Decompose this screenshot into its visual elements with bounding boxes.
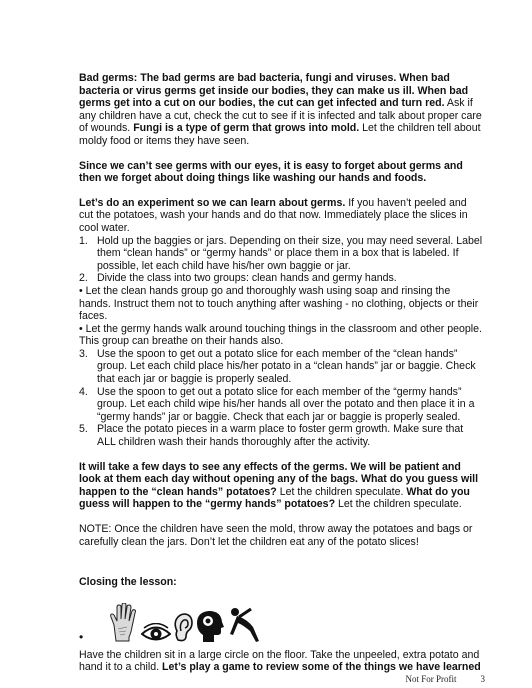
fungi-text: Let the children tell about moldy food or items they have seen. (79, 122, 481, 147)
experiment-intro-text: If you haven’t peeled and cut the potatoes, wash your hands and do that now. Immediately place the slices in cool water. (79, 196, 468, 234)
paragraph-patience (79, 461, 483, 511)
paragraph-bad-germs (79, 72, 483, 148)
page-number: 3 (480, 674, 485, 684)
step-number: 2. (79, 272, 88, 285)
closing-text: Have the children sit in a large circle on the floor. Take the unpeeled, extra potato and hand it to a child. (79, 648, 480, 674)
step-number: 4. (79, 385, 88, 398)
step-number: 5. (79, 423, 88, 436)
step-text: Use the spoon to get out a potato slice for each member of the “clean hands” group. Let each child place his/her potato in a “clean hands” jar or baggie. Check that each jar or baggie is properly sealed. (97, 347, 476, 386)
icon-bullet: • (79, 629, 84, 644)
footer-label: Not For Profit (405, 674, 457, 684)
senses-icon-row (79, 599, 483, 643)
ear-icon (173, 613, 193, 643)
step-number: 3. (79, 347, 88, 360)
closing-paragraph (79, 649, 483, 674)
patience-text: Let the children speculate. (276, 485, 407, 498)
step-text: Place the potato pieces in a warm place to foster germ growth. Make sure that ALL children wash their hands thoroughly after the activity. (97, 423, 464, 449)
paragraph-forget-germs (79, 160, 483, 185)
closing-bold: Let’s play a game to review some of the things we have learned (162, 661, 481, 674)
forget-germs-bold: Since we can’t see germs with our eyes, it is easy to forget about germs and then we forget about doing things like washing our hands and foods. (79, 159, 463, 185)
step-item (79, 348, 483, 386)
step-number: 1. (79, 234, 88, 247)
step-item (79, 386, 483, 424)
eye-icon (141, 623, 171, 643)
closing-title: Closing the lesson: (79, 576, 177, 589)
experiment-section (79, 197, 483, 449)
germy-question-bold: What do you guess will happen to the “germy hands” potatoes? (79, 485, 470, 511)
head-profile-icon (195, 609, 225, 643)
stretching-person-icon (227, 605, 263, 643)
note-paragraph: NOTE: Once the children have seen the mold, throw away the potatoes and bags or carefully clean the jars. Don’t let the children eat any of the potato slices! (79, 523, 473, 548)
experiment-intro-bold: Let’s do an experiment so we can learn about germs. (79, 196, 346, 209)
bad-germs-text: Ask if any children have a cut, check the cut to see if it is infected and talk about proper care of wounds. (79, 97, 482, 135)
step-text: Hold up the baggies or jars. Depending on their size, you may need several. Label them “clean hands” or “germy hands” or place them in a box that is labeled. If possible, let each child have his/her own baggie or jar. (97, 234, 483, 272)
bullet-germy-hands: • Let the germy hands walk around touching things in the classroom and other people. This group can breathe on their hands also. (79, 322, 482, 348)
experiment-intro (79, 197, 483, 235)
step-text: Use the spoon to get out a potato slice for each member of the “germy hands” group. Let each child wipe his/her hands all over the potato and then place it in a “germy hands” jar or baggie. Check that each jar or baggie is properly sealed. (97, 385, 475, 423)
fungi-bold: Fungi is a type of germ that grows into mold. (133, 122, 360, 135)
step-text: Divide the class into two groups: clean hands and germy hands. (97, 272, 397, 285)
step-item (79, 423, 483, 448)
page-content (79, 72, 483, 674)
patience-bold: It will take a few days to see any effects of the germs. We will be patient and look at them each day without opening any of the bags. What do you guess will happen to the “clean hands” potatoes? (79, 460, 479, 498)
hand-icon (109, 603, 137, 643)
bullet-clean-hands: • Let the clean hands group go and thoroughly wash using soap and rinsing the hands. Instruct them not to touch anything after washing - no clothing, objects or their faces. (79, 284, 479, 323)
page-footer (405, 674, 485, 684)
step-item (79, 272, 483, 285)
step-item (79, 235, 483, 273)
germy-question-text: Let the children speculate. (335, 498, 462, 511)
bad-germs-bold: Bad germs: The bad germs are bad bacteria, fungi and viruses. When bad bacteria or virus germs get inside our bodies, they can make us ill. When bad germs get into a cut on our bodies, the cut can get infected and turn red. (79, 72, 469, 110)
